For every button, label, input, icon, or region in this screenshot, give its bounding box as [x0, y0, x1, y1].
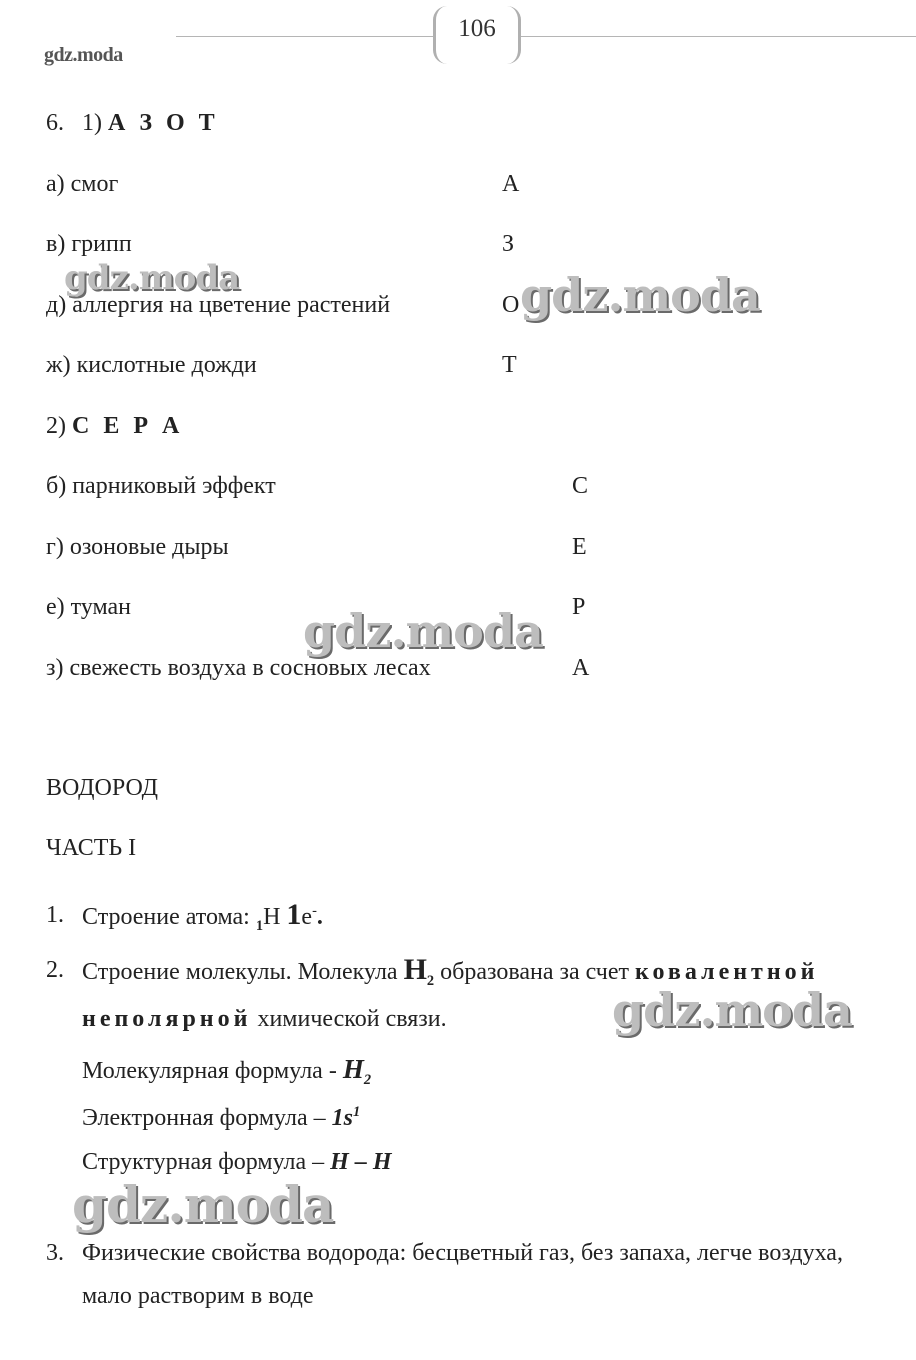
list-item: з) свежесть воздуха в сосновых лесах: [46, 655, 431, 681]
q2-struct-label: Структурная формула –: [82, 1149, 331, 1175]
q2-struct-value: Н – Н: [330, 1149, 392, 1175]
q2-el-sup: 1: [352, 1104, 361, 1120]
q2-mol-sub: 2: [363, 1071, 372, 1088]
task6-number: 6.: [46, 110, 64, 136]
q2-bond-type-1: ковалентной: [635, 959, 819, 985]
task6-part2-word: С Е Р А: [72, 413, 184, 439]
q1-end: .: [316, 904, 323, 930]
q3-line2: мало растворим в воде: [82, 1283, 314, 1309]
q2-molecular-formula: [82, 1054, 371, 1089]
header-brand: gdz.moda: [44, 44, 123, 66]
q2-text3: химической связи.: [251, 1006, 447, 1032]
q1-atomic-number: 1: [255, 917, 264, 934]
q1-charge: -: [312, 903, 317, 919]
list-item: а) смог: [46, 171, 119, 197]
q3-number: 3.: [46, 1240, 64, 1266]
answer-letter: Е: [572, 534, 587, 560]
section-title: ВОДОРОД: [46, 775, 158, 801]
task6-part2-prefix: 2): [46, 413, 66, 439]
task6-part2-heading: [46, 413, 183, 440]
q2-formula: Н: [403, 953, 427, 986]
q2-el-value: 1s: [331, 1105, 353, 1131]
q1-electron-count: 1: [286, 898, 302, 931]
q3-line1: Физические свойства водорода: бесцветный газ, без запаха, легче воздуха,: [82, 1240, 843, 1266]
answer-letter: Р: [572, 594, 586, 620]
q2-formula-sub: 2: [426, 972, 435, 989]
q2-el-label: Электронная формула –: [82, 1105, 332, 1131]
task6-heading: [46, 110, 219, 137]
answer-letter: С: [572, 473, 589, 499]
watermark: gdz.moda: [72, 1175, 334, 1234]
watermark: gdz.moda: [520, 268, 760, 322]
answer-letter: А: [572, 655, 590, 681]
answer-letter: О: [502, 292, 520, 318]
task6-part1-word: А З О Т: [108, 110, 219, 136]
q2-mol-value: Н: [342, 1054, 364, 1084]
q2-bond-type-2: неполярной: [82, 1006, 252, 1032]
answer-letter: Т: [502, 352, 517, 378]
q1-number: 1.: [46, 902, 64, 928]
header-rule-left: [176, 36, 433, 37]
task6-part1-prefix: 1): [82, 110, 102, 136]
list-item: г) озоновые дыры: [46, 534, 229, 560]
q1-label: Строение атома:: [82, 904, 256, 930]
watermark: gdz.moda: [303, 604, 543, 658]
watermark: gdz.moda: [64, 258, 240, 298]
list-item: ж) кислотные дожди: [46, 352, 257, 378]
q1-text: [82, 898, 323, 935]
q1-electron: е: [301, 904, 313, 930]
q2-text1: Строение молекулы. Молекула: [82, 959, 404, 985]
page-number: 106: [433, 6, 521, 64]
q1-element: Н: [263, 904, 287, 930]
header-rule-right: [521, 36, 916, 37]
q2-mol-label: Молекулярная формула -: [82, 1058, 343, 1084]
q2-text2: образована за счет: [434, 959, 636, 985]
list-item: е) туман: [46, 594, 132, 620]
watermark: gdz.moda: [612, 983, 852, 1037]
list-item: б) парниковый эффект: [46, 473, 276, 499]
section-part: ЧАСТЬ I: [46, 835, 137, 861]
q2-number: 2.: [46, 957, 64, 983]
answer-letter: З: [502, 231, 515, 257]
list-item: д) аллергия на цветение растений: [46, 292, 391, 318]
q2-line2: [82, 1006, 447, 1033]
q2-electron-formula: [82, 1104, 360, 1132]
list-item: в) грипп: [46, 231, 132, 257]
q2-structural-formula: [82, 1149, 392, 1176]
answer-letter: А: [502, 171, 520, 197]
